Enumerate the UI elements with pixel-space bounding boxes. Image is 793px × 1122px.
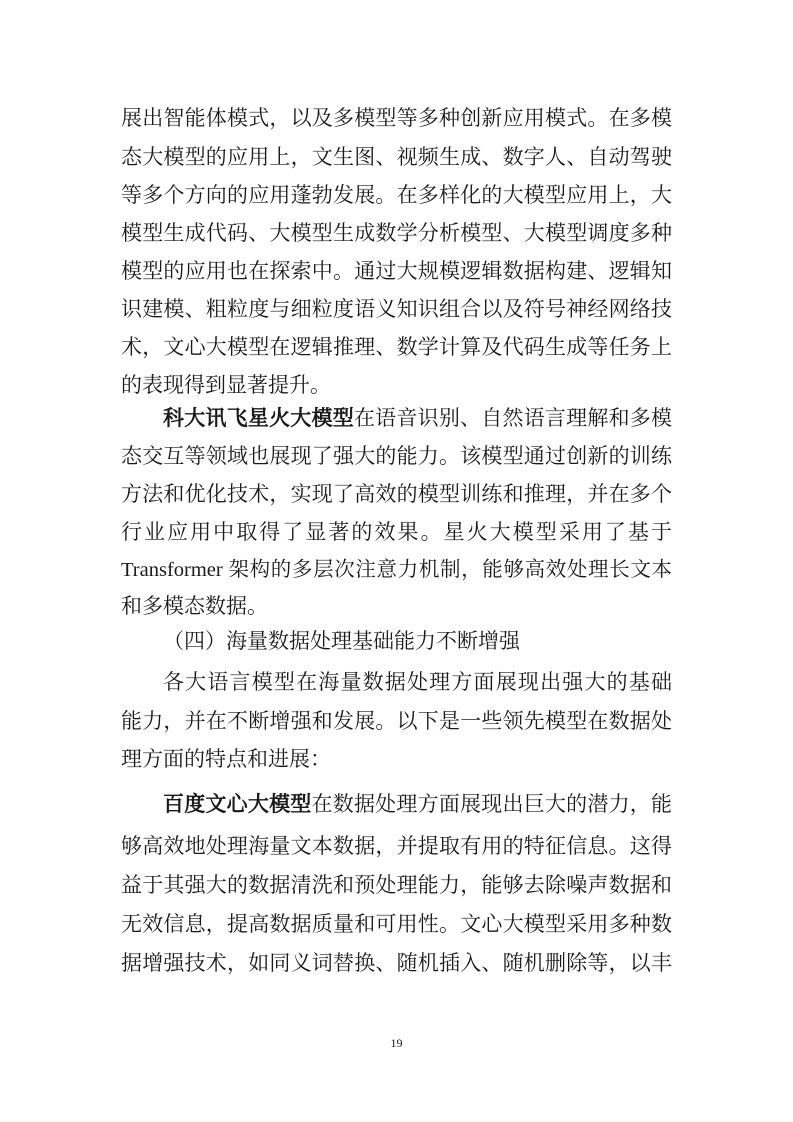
text-line: 无效信息，提高数据质量和可用性。文心大模型采用多种数	[121, 912, 672, 936]
text-line: 模型的应用也在探索中。通过大规模逻辑数据构建、逻辑知	[121, 259, 672, 283]
text-line: 术，文心大模型在逻辑推理、数学计算及代码生成等任务上	[121, 335, 672, 359]
text-line: 据增强技术，如同义词替换、随机插入、随机删除等，以丰	[121, 951, 672, 975]
text-line: 态交互等领域也展现了强大的能力。该模型通过创新的训练	[121, 444, 672, 468]
text-line: 等多个方向的应用蓬勃发展。在多样化的大模型应用上，大	[121, 183, 672, 207]
page-number: 19	[390, 1036, 403, 1050]
text-segment: 在语音识别、自然语言理解和多模	[353, 406, 673, 430]
text-line: 识建模、粗粒度与细粒度语义知识组合以及符号神经网络技	[121, 297, 672, 321]
text-line: 益于其强大的数据清洗和预处理能力，能够去除噪声数据和	[121, 873, 672, 897]
bold-lead-term: 科大讯飞星火大模型	[163, 406, 354, 430]
text-line	[163, 406, 672, 430]
text-line: 的表现得到显著提升。	[121, 373, 331, 397]
section-heading: （四）海量数据处理基础能力不断增强	[163, 629, 520, 653]
bold-lead-term: 百度文心大模型	[163, 792, 312, 816]
text-line	[163, 792, 672, 816]
text-line: 各大语言模型在海量数据处理方面展现出强大的基础	[163, 670, 672, 694]
text-line: Transformer 架构的多层次注意力机制，能够高效处理长文本	[121, 559, 672, 581]
text-line: 模型生成代码、大模型生成数学分析模型、大模型调度多种	[121, 221, 672, 245]
text-line: 能力，并在不断增强和发展。以下是一些领先模型在数据处	[121, 709, 672, 733]
text-line: 理方面的特点和进展：	[121, 747, 331, 771]
text-segment: 在数据处理方面展现出巨大的潜力，能	[311, 792, 673, 816]
text-line: 够高效地处理海量文本数据，并提取有用的特征信息。这得	[121, 834, 672, 858]
text-line: 态大模型的应用上，文生图、视频生成、数字人、自动驾驶	[121, 145, 672, 169]
text-line: 和多模态数据。	[121, 594, 268, 618]
text-line: 展出智能体模式，以及多模型等多种创新应用模式。在多模	[121, 106, 672, 130]
text-line: 方法和优化技术，实现了高效的模型训练和推理，并在多个	[121, 482, 672, 506]
text-line: 行业应用中取得了显著的效果。星火大模型采用了基于	[121, 520, 672, 544]
